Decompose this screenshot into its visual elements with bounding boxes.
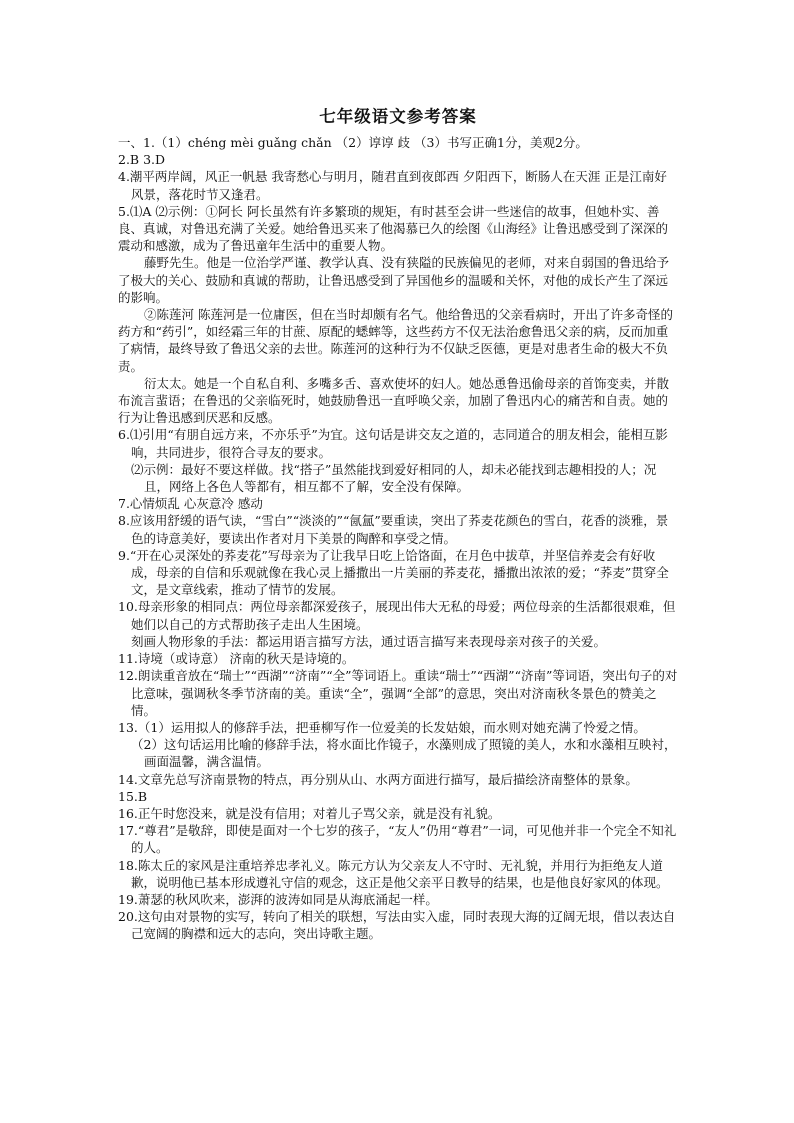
answer-line: 衍太太。她是一个自私自利、多嘴多舌、喜欢使坏的妇人。她怂恿鲁迅偷母亲的首饰变卖，并散布流言蜚语；在鲁迅的父亲临死时，她鼓励鲁迅一直呼唤父亲，加剧了鲁迅内心的痛苦和自责。她的行为让鲁迅感到厌恶和反感。 (118, 375, 670, 426)
answer-line: 12.朗读重音放在“瑞士”“西湖”“济南”“全”等词语上。重读“瑞士”“西湖”“济南”等词语，突出句子的对比意味，强调秋冬季节济南的美。重读“全”，强调“全部”的意思，突出对济南秋冬景色的赞美之情。 (118, 668, 678, 718)
answer-line: 刻画人物形象的手法：都运用语言描写方法，通过语言描写来表现母亲对孩子的关爱。 (131, 633, 607, 649)
answer-line: ②陈莲河 陈莲河是一位庸医，但在当时却颇有名气。他给鲁迅的父亲看病时，开出了许多奇怪的药方和“药引”，如经霜三年的甘蔗、原配的蟋蟀等，这些药方不仅无法治愈鲁迅父亲的病，反而加重了病情，最终导致了鲁迅父亲的去世。陈莲河的这种行为不仅缺乏医德，更是对患者生命的极大不负责。 (118, 307, 673, 374)
answer-line: ⑵示例：最好不要这样做。找“搭子”虽然能找到爱好相同的人，却未必能找到志趣相投的人；况且，网络上各色人等都有，相互都不了解，安全没有保障。 (131, 461, 657, 495)
answer-line: 15.B (118, 788, 148, 804)
answer-line: （2）这句话运用比喻的修辞手法，将水面比作镜子，水藻则成了照镜的美人，水和水藻相互映衬，画面温馨，满含温情。 (131, 737, 677, 770)
answer-line: 18.陈太丘的家风是注重培养忠孝礼义。陈元方认为父亲友人不守时、无礼貌，并用行为拒绝友人道歉，说明他已基本形成遵礼守信的观念，这正是他父亲平日教导的结果，也是他良好家风的体现。 (118, 857, 669, 890)
answer-line: 19.萧瑟的秋风吹来，澎湃的波涛如同是从海底涌起一样。 (118, 891, 438, 907)
answer-line: 一、1.（1）chéng mèi guǎng chǎn （2）谆谆 歧 （3）书写正确1分，美观2分。 (118, 135, 588, 150)
answer-line: 6.⑴引用“有朋自远方来，不亦乐乎”为宜。这句话是讲交友之道的，志同道合的朋友相会，能相互影响，共同进步，很符合寻友的要求。 (118, 427, 668, 460)
answer-line: 16.正午时您没来，就是没有信用；对着儿子骂父亲，就是没有礼貌。 (118, 805, 501, 821)
answer-line: 11.诗境（或诗意） 济南的秋天是诗境的。 (118, 651, 355, 667)
answer-line: 20.这句由对景物的实写，转向了相关的联想，写法由实入虚，同时表现大海的辽阔无垠，借以表达自己宽阔的胸襟和远大的志向，突出诗歌主题。 (118, 909, 676, 942)
answer-line: 9.“开在心灵深处的荞麦花”写母亲为了让我早日吃上饸饹面，在月色中拔草，并坚信养麦会有好收成，母亲的自信和乐观就像在我心灵上播撒出一片美丽的荞麦花，播撒出浓浓的爱；“荞麦”贯穿全文，是文章线索，推动了情节的发展。 (118, 547, 669, 598)
answer-line: 10.母亲形象的相同点：两位母亲都深爱孩子，展现出伟大无私的母爱；两位母亲的生活都很艰难，但她们以自己的方式帮助孩子走出人生困境。 (118, 599, 676, 632)
answer-line: 8.应该用舒缓的语气读，“雪白”“淡淡的”“氤氲”要重读，突出了荞麦花颜色的雪白，花香的淡雅，景色的诗意美好，要读出作者对月下美景的陶醉和享受之情。 (118, 513, 669, 546)
answer-line: 5.⑴A ⑵示例：①阿长 阿长虽然有许多繁琐的规矩，有时甚至会讲一些迷信的故事，但她朴实、善良、真诚，对鲁迅充满了关爱。她给鲁迅买来了他渴慕已久的绘图《山海经》让鲁迅感受到了深深的震动和感激，成为了鲁迅童年生活中的重要人物。 (118, 203, 669, 254)
answer-line: 藤野先生。他是一位治学严谨、教学认真、没有狭隘的民族偏见的老师，对来自弱国的鲁迅给予了极大的关心、鼓励和真诚的帮助，让鲁迅感受到了异国他乡的温暖和关怀，对他的成长产生了深远的影响。 (118, 255, 670, 305)
answer-line: 14.文章先总写济南景物的特点，再分别从山、水两方面进行描写，最后描绘济南整体的景象。 (118, 771, 638, 787)
answer-line: 17.“尊君”是敬辞，即使是面对一个七岁的孩子，“友人”仍用“尊君”一词，可见他并非一个完全不知礼的人。 (118, 823, 677, 856)
page-title: 七年级语文参考答案 (319, 107, 477, 126)
answer-sheet (118, 106, 678, 943)
answer-line: 7.心情烦乱 心灰意冷 感动 (118, 496, 263, 512)
answer-line: 13.（1）运用拟人的修辞手法，把垂柳写作一位爱美的长发姑娘，而水则对她充满了怜爱之情。 (118, 719, 646, 735)
answer-line: 2.B 3.D (118, 152, 166, 168)
answer-line: 4.潮平两岸阔，风正一帆悬 我寄愁心与明月，随君直到夜郎西 夕阳西下，断肠人在天涯 正是江南好风景，落花时节又逢君。 (118, 169, 667, 202)
